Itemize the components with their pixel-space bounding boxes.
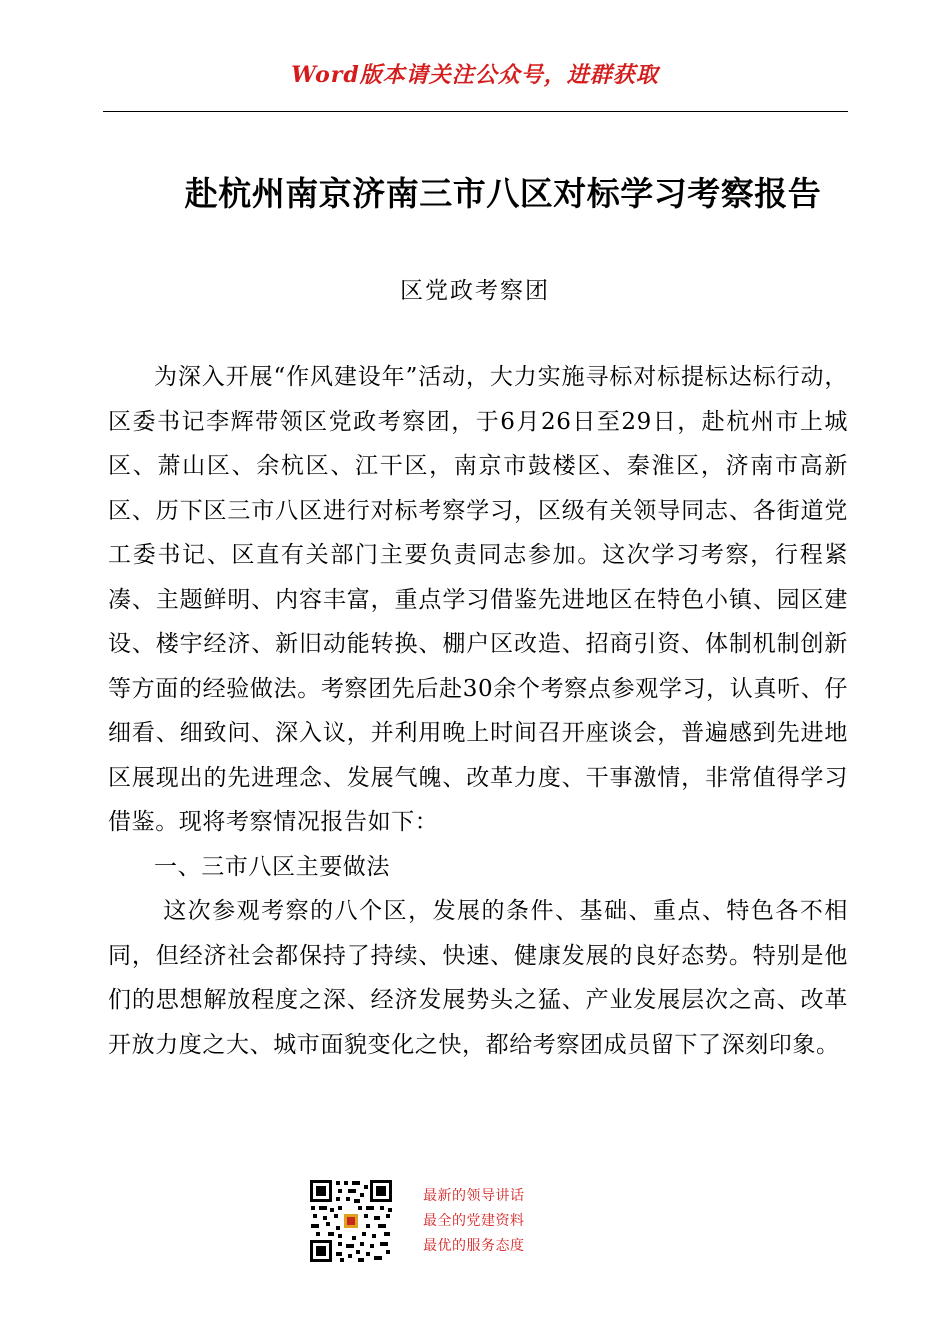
footer-promo [308,1178,608,1264]
qr-code-icon [308,1178,394,1264]
section-heading: 一、三市八区主要做法 [154,853,390,880]
paragraph-intro: 为深入开展“作风建设年”活动，大力实施寻标对标提标达标行动，区委书记李辉带领区党政考察团，于6月26日至29日，赴杭州市上城区、萧山区、余杭区、江干区，南京市鼓楼区、秦淮区，济南市高新区、历下区三市八区进行对标考察学习，区级有关领导同志、各街道党工委书记、区直有关部门主要负责同志参加。这次学习考察，行程紧凑、主题鲜明、内容丰富，重点学习借鉴先进地区在特色小镇、园区建设、楼宇经济、新旧动能转换、棚户区改造、招商引资、体制机制创新等方面的经验做法。考察团先后赴30余个考察点参观学习，认真听、仔细看、细致问、深入议，并利用晚上时间召开座谈会，普遍感到先进地区展现出的先进理念、发展气魄、改革力度、干事激情，非常值得学习借鉴。现将考察情况报告如下： [108,364,848,835]
promo-line: 最全的党建资料 [423,1213,525,1229]
promo-text [423,1184,525,1259]
page-title: 赴杭州南京济南三市八区对标学习考察报告 [184,174,822,213]
document-author: 区党政考察团 [400,278,550,304]
promo-line: 最优的服务态度 [423,1238,525,1254]
header-banner: Word版本请关注公众号，进群获取 [291,62,659,88]
paragraph-overview: 这次参观考察的八个区，发展的条件、基础、重点、特色各不相同，但经济社会都保持了持续、快速、健康发展的良好态势。特别是他们的思想解放程度之深、经济发展势头之猛、产业发展层次之高、改革开放力度之大、城市面貌变化之快，都给考察团成员留下了深刻印象。 [108,898,848,1058]
document-body [108,355,848,1067]
header-divider [103,111,848,112]
promo-line: 最新的领导讲话 [423,1188,525,1204]
